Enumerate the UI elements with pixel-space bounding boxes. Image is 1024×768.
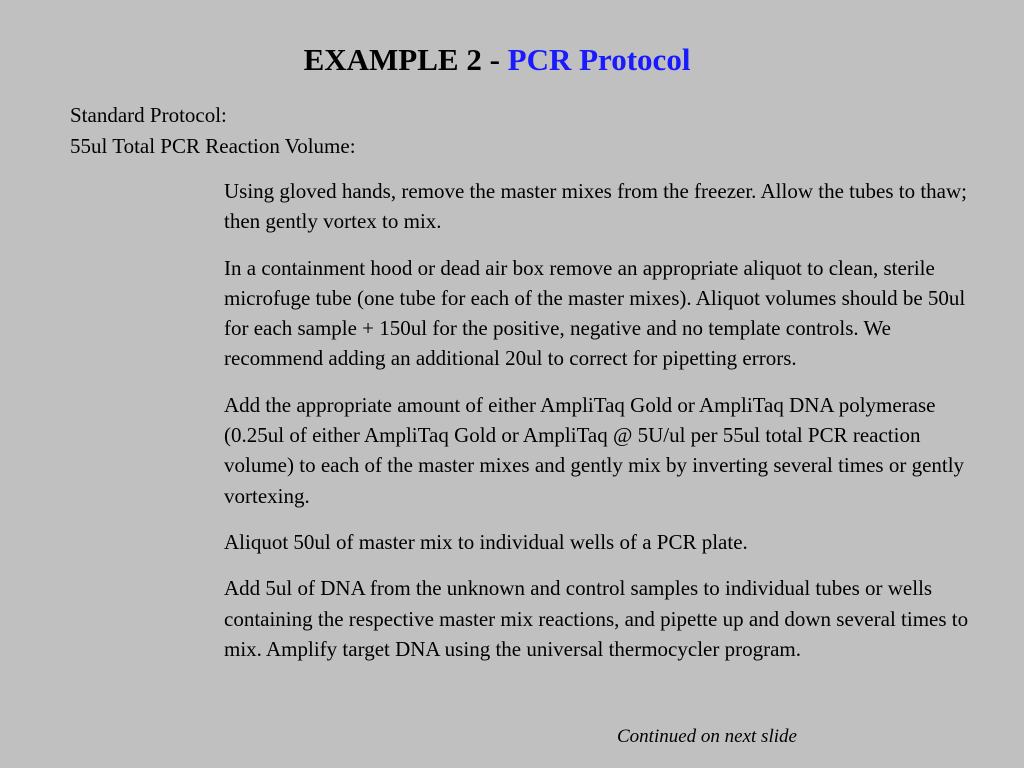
protocol-step-2: In a containment hood or dead air box remove an appropriate aliquot to clean, sterile microfuge tube (one tube for each of the master mixes). Aliquot volumes should be 50ul for each sample + 150ul for the positive, negative and no template controls. We recommend adding an additional 20ul to correct for pipetting errors. xyxy=(224,255,966,371)
protocol-step-5: Add 5ul of DNA from the unknown and control samples to individual tubes or wells containing the respective master mix reactions, and pipette up and down several times to mix. Amplify target DNA using the universal thermocycler program. xyxy=(224,576,969,661)
slide-title-highlight: PCR Protocol xyxy=(507,42,691,77)
protocol-step-4: Aliquot 50ul of master mix to individual wells of a PCR plate. xyxy=(224,529,748,554)
slide-title xyxy=(0,42,994,78)
continued-note: Continued on next slide xyxy=(617,726,797,747)
slide-title-prefix: EXAMPLE 2 - xyxy=(303,42,508,77)
protocol-step-3: Add the appropriate amount of either AmpliTaq Gold or AmpliTaq DNA polymerase (0.25ul of either AmpliTaq Gold or AmpliTaq @ 5U/ul per 55ul total PCR reaction volume) to each of the master mixes and gently mix by inverting several times or gently vortexing. xyxy=(224,392,965,508)
protocol-steps xyxy=(224,176,984,680)
protocol-subheading: Standard Protocol: xyxy=(70,103,227,127)
protocol-step-1: Using gloved hands, remove the master mixes from the freezer. Allow the tubes to thaw; then gently vortex to mix. xyxy=(224,179,967,234)
reaction-volume-subheading: 55ul Total PCR Reaction Volume: xyxy=(70,134,356,158)
